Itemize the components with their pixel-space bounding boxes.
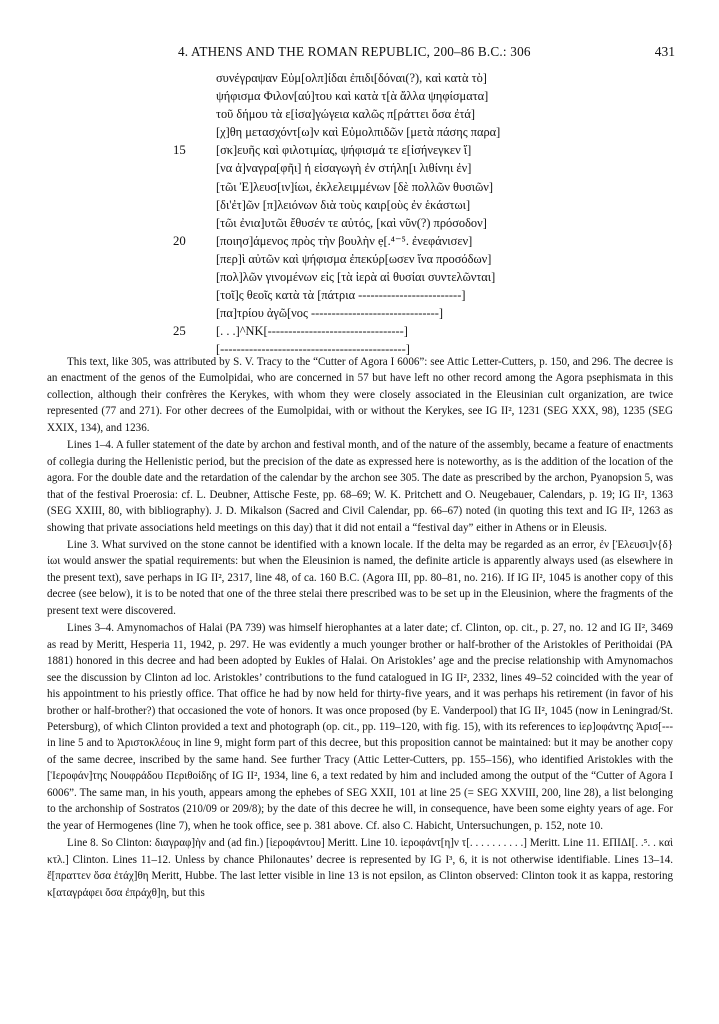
inscription-line-text: [χ]θη μετασχόντ[ω]ν καὶ Εὐμολπιδῶν [μετὰ πάσης παρα] xyxy=(216,125,501,140)
inscription-line-text: [ποιησ]άμενος πρὸς τὴν βουλὴν ẹ[.⁴⁻⁵. ἐνεφάνισεν] xyxy=(216,233,473,248)
inscription-line xyxy=(0,232,719,250)
inscription-line xyxy=(0,141,719,159)
inscription-line-text: [τῶι ἐνια]υτῶι ἔθυσέν τε αὐτός, [καὶ νῦν(?) πρόσοδον] xyxy=(216,215,487,230)
commentary-paragraph: Lines 3–4. Amynomachos of Halai (PA 739) was himself hierophantes at a later date; cf. Clinton, op. cit., p. 27, no. 12 and IG II², 3469 as read by Meritt, Hesperia 11, 1942, p. 297. He was evidently a much younger brother or half-brother of the Aristokles of Perithoidai (PA 1881) honored in this decree and had been adopted by Eukles of Halai. On Aristokles’ age and the precise relationship with Amynomachos see the discussion by Clinton ad loc. Aristokles’ contributions to the fund catalogued in IG II², 2332, lines 49–52 coincided with the year of his appointment to his priestly office. That office he had by now held for thirty-five years, and it was perhaps his retirement (in favor of his brother or half-brother?) that occasioned the vote of honors. It was once proposed (by E. Vanderpool) that IG II², 1045 (now in Leningrad/St. Petersburg), of which Clinton provided a text and photograph (op. cit., pp. 119–120, with fig. 15), with its references to ἱερ]οφάντης Ἀρισ[--- in line 5 and to Ἀριστοκλέους in line 9, might form part of this decree, but this proposition cannot be maintained: but it may be another copy of the same decree, inscribed by the same hand. See further Tracy (Attic Letter-Cutters, pp. 155–156), who identified Aristokles with the [Ἱεροφάν]της Νουφράδου Περιθοίδης of IG II², 1934, line 6, a text redated by him and included among the output of the “Cutter of Agora I 6006”. The same man, in his youth, appears among the ephebes of SEG XXII, 101 at line 25 (= SEG XXVIII, 200, line 28), a list belonging to the archonship of Sostratos (210/09 or 209/8); by the date of this decree he will, in consequence, have been some eighty years of age. For the year of Hermogenes (line 7), when he took office, see p. 381 above. Cf. also C. Habicht, Untersuchungen, p. 152, note 10. xyxy=(47,622,673,832)
greek-inscription-text xyxy=(0,69,719,359)
commentary-paragraph: This text, like 305, was attributed by S. V. Tracy to the “Cutter of Agora I 6006”: see Attic Letter-Cutters, p. 150, and 296. The decree is an enactment of the genos of the Eumolpidai, who are concerned in 57 but have left no other record among the Agora psephismata in this collection, although their confrères the Kerykes, with whom they were closely associated in the Eleusinian cult organization, are twice represented (77 and 271). For other decrees of the Eumolpidai, with or without the Kerykes, see IG II², 1231 (SEG XXX, 98), 1235 (SEG XXIX, 134), and 1236. xyxy=(47,356,673,434)
line-number: 20 xyxy=(173,233,186,248)
inscription-line-text: [. . .]^ΝΚ[---------------------------------] xyxy=(216,324,408,339)
inscription-line xyxy=(0,214,719,232)
inscription-line-text: συνέγραψαν Εὐμ[ολπ]ίδαι ἐπιδι[δόναι(?), καὶ κατὰ τὸ] xyxy=(216,71,487,85)
inscription-line-text: [---------------------------------------------] xyxy=(216,342,410,357)
inscription-line-text: [τῶι Ἐ]λευσ[ιν]ίωι, ἐκλελειμμένων [δὲ πολλῶν θυσιῶν] xyxy=(216,179,494,194)
inscription-line xyxy=(0,286,719,304)
line-number: 15 xyxy=(173,143,186,158)
inscription-line xyxy=(0,250,719,268)
inscription-line-text: [σκ]ευῆς καὶ φιλοτιμίας, ψήφισμά τε ε[ἰσήνεγκεν ἵ] xyxy=(216,143,472,158)
running-header-title: 4. ATHENS AND THE ROMAN REPUBLIC, 200–86 B.C.: 306 xyxy=(178,44,531,59)
inscription-line-text: [πολ]λῶν γινομένων εἰς [τὰ ἱερὰ αἱ θυσίαι συντελῶνται] xyxy=(216,270,496,285)
line-number: 25 xyxy=(173,324,186,339)
commentary-paragraph: Lines 1–4. A fuller statement of the date by archon and festival month, and of the nature of the assembly, became a feature of enactments of collegia during the Hellenistic period, but the precision of the date as expressed here is noteworthy, as is the addition of the location of the agora. For the double date and the retardation of the calendar by the archon see 305. The date as prescribed by the archon, Pyanopsion 5, was that of the festival Proerosia: cf. L. Deubner, Attische Feste, pp. 68–69; W. K. Pritchett and O. Neugebauer, Calendars, p. 19; IG II², 1363 (SEG XXIII, 80, with bibliography). J. D. Mikalson (Sacred and Civil Calendar, pp. 66–67) noted (in quoting this text and IG II², 1263 as showing that private associations held meetings on this day) that it did not entail a “festival day” either in Athens or in Eleusis. xyxy=(47,439,673,534)
inscription-line xyxy=(0,196,719,214)
inscription-line xyxy=(0,87,719,105)
inscription-line-text: [δι'ἐτ]ῶν [π]λειόνων διὰ τοὺς καιρ[οὺς ἐν ἑκάστωι] xyxy=(216,197,471,212)
inscription-line xyxy=(0,159,719,177)
inscription-line-text: ψήφισμα Φιλον[αύ]του καὶ κατὰ τ[ὰ ἄλλα ψηφίσματα] xyxy=(216,89,489,104)
inscription-line-text: [περ]ὶ αὐτῶν καὶ ψήφισμα ἐπεκύρ[ωσεν ἵνα προσόδων] xyxy=(216,251,492,266)
commentary-paragraph: Line 8. So Clinton: διαγραφ]ὴν and (ad fin.) [ἱεροφάντου] Meritt. Line 10. ἱεροφάντ[η]ν τ[. . . . . . . . . .] Meritt. Line 11. ΕΠΙΔΙ[. .⁵. . καὶ κτλ.] Clinton. Lines 11–12. Unless by chance Philonautes’ decree is represented by IG I³, 6, it is not otherwise identifiable. Lines 13–14. ἔ[πραττεν ὅσα ἐτάχ]θη Meritt, Hubbe. The last letter visible in line 13 is not epsilon, as Clinton observed: Clinton took it as kappa, restoring κ[αταγράφει ὅσα ἐπράχθ]η, but this xyxy=(47,837,673,899)
inscription-line-text: [να ἀ]ναγρα[φῆι] ἡ εἰσαγωγὴ ἐν στήλη[ι λιθίνηι ἐν] xyxy=(216,161,472,176)
inscription-line xyxy=(0,178,719,196)
inscription-line-text: [τοῖ]ς θεοῖς κατὰ τὰ [πάτρια -------------------------] xyxy=(216,288,466,303)
inscription-line xyxy=(0,268,719,286)
inscription-line xyxy=(0,105,719,123)
running-header xyxy=(0,44,719,64)
inscription-line xyxy=(0,304,719,322)
inscription-line-text: [πα]τρίου ἀγῶ[νος -------------------------------] xyxy=(216,306,444,321)
page-number: 431 xyxy=(654,44,675,59)
commentary-paragraph: Line 3. What survived on the stone cannot be identified with a known locale. If the delta may be regarded as an error, ἐν [Ἐλευσι]ν{δ}ίωι would answer the spatial requirements: but when the Eleusinion is named, the definite article is apparently always used (as elsewhere in the present text), save perhaps in IG II², 2317, line 48, of ca. 160 B.C. (Agora III, pp. 80–81, no. 216). If IG II², 1045 is another copy of this decree (see below), it is to be noted that one of the three stelai there prescribed was to be set up in the Eleusinion, where the fragments of the present text were discovered. xyxy=(47,538,673,617)
commentary xyxy=(47,354,673,901)
inscription-line xyxy=(0,123,719,141)
inscription-line xyxy=(0,322,719,340)
inscription-line-text: τοῦ δήμου τὰ ε[ἰσα]γώγεια καλῶς π[ράττει ὅσα ἐτά] xyxy=(216,107,476,122)
inscription-line xyxy=(0,69,719,87)
